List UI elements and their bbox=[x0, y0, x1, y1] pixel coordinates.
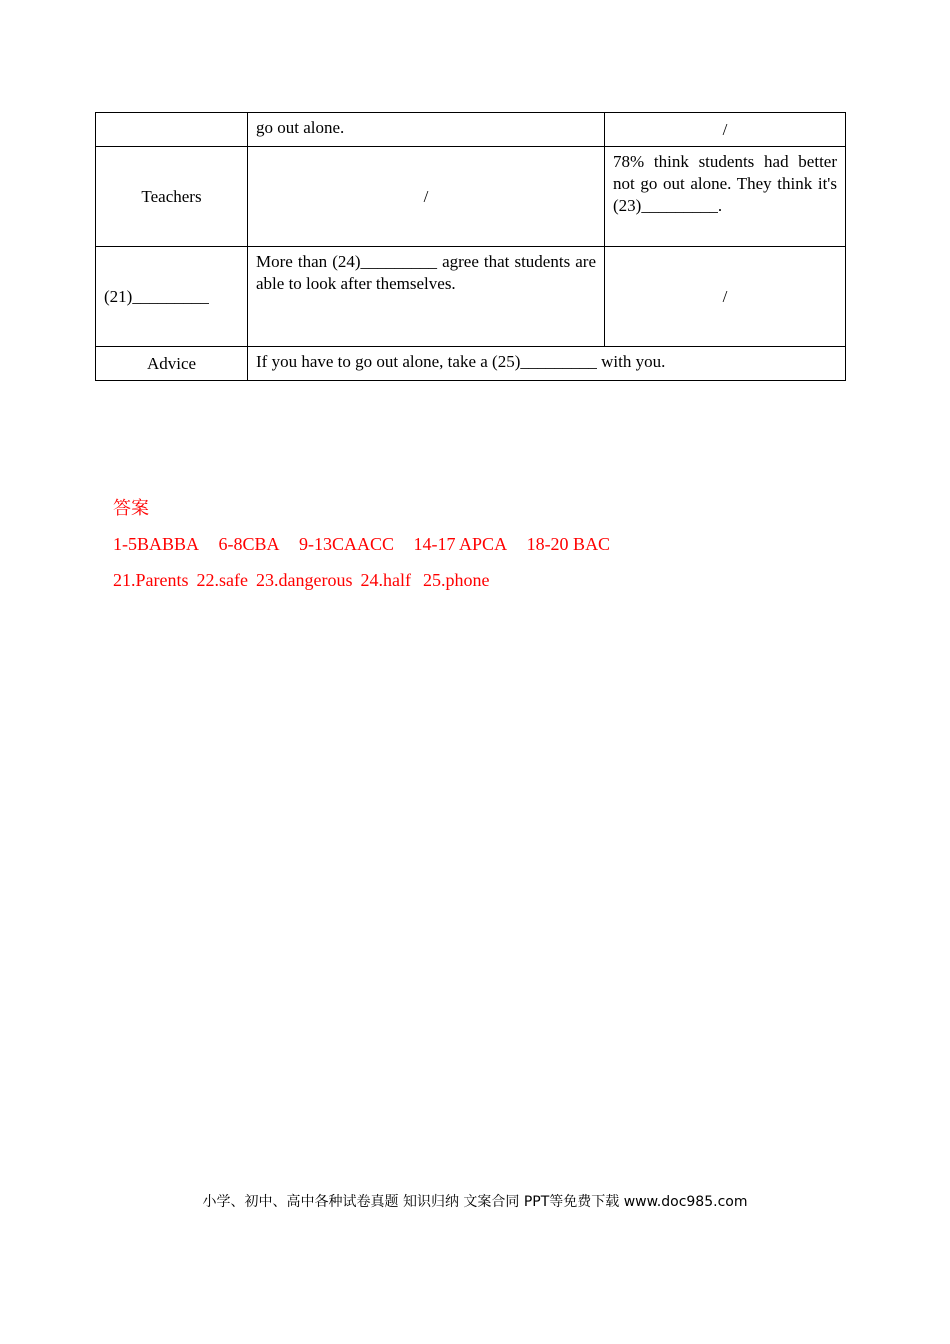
answer-item: 23.dangerous bbox=[255, 570, 353, 590]
table-cell: 78% think students had better not go out alone. They think it's (23)_________. bbox=[605, 147, 846, 247]
answer-item: 6-8CBA bbox=[218, 534, 280, 554]
row-label-teachers: Teachers bbox=[96, 147, 248, 247]
answer-title: 答案 bbox=[113, 498, 149, 518]
page-footer: 小学、初中、高中各种试卷真题 知识归纳 文案合同 PPT等免费下载 www.doc985.com bbox=[202, 1194, 748, 1210]
table-cell: / bbox=[248, 147, 605, 247]
table-row bbox=[96, 347, 846, 381]
answer-item: 9-13CAACC bbox=[299, 534, 395, 554]
answer-item: 18-20 BAC bbox=[526, 534, 611, 554]
table-cell: More than (24)_________ agree that students are able to look after themselves. bbox=[248, 247, 605, 347]
advice-text: If you have to go out alone, take a (25)_________ with you. bbox=[248, 347, 846, 381]
answer-line-1 bbox=[113, 526, 625, 562]
answer-item: 25.phone bbox=[422, 570, 490, 590]
answer-item: 21.Parents bbox=[113, 570, 189, 590]
row-label-advice: Advice bbox=[96, 347, 248, 381]
answer-item: 1-5BABBA bbox=[113, 534, 200, 554]
table-cell: / bbox=[605, 113, 846, 147]
answer-key bbox=[113, 490, 625, 598]
table-row bbox=[96, 247, 846, 347]
table-row bbox=[96, 113, 846, 147]
answer-item: 22.safe bbox=[196, 570, 248, 590]
answer-item: 24.half bbox=[360, 570, 411, 590]
table-cell: go out alone. bbox=[248, 113, 605, 147]
survey-table bbox=[95, 112, 846, 381]
answer-line-2 bbox=[113, 562, 625, 598]
table-cell: / bbox=[605, 247, 846, 347]
table-cell bbox=[96, 113, 248, 147]
answer-item: 14-17 APCA bbox=[413, 534, 508, 554]
blank-21: (21)_________ bbox=[96, 247, 248, 347]
table-row bbox=[96, 147, 846, 247]
